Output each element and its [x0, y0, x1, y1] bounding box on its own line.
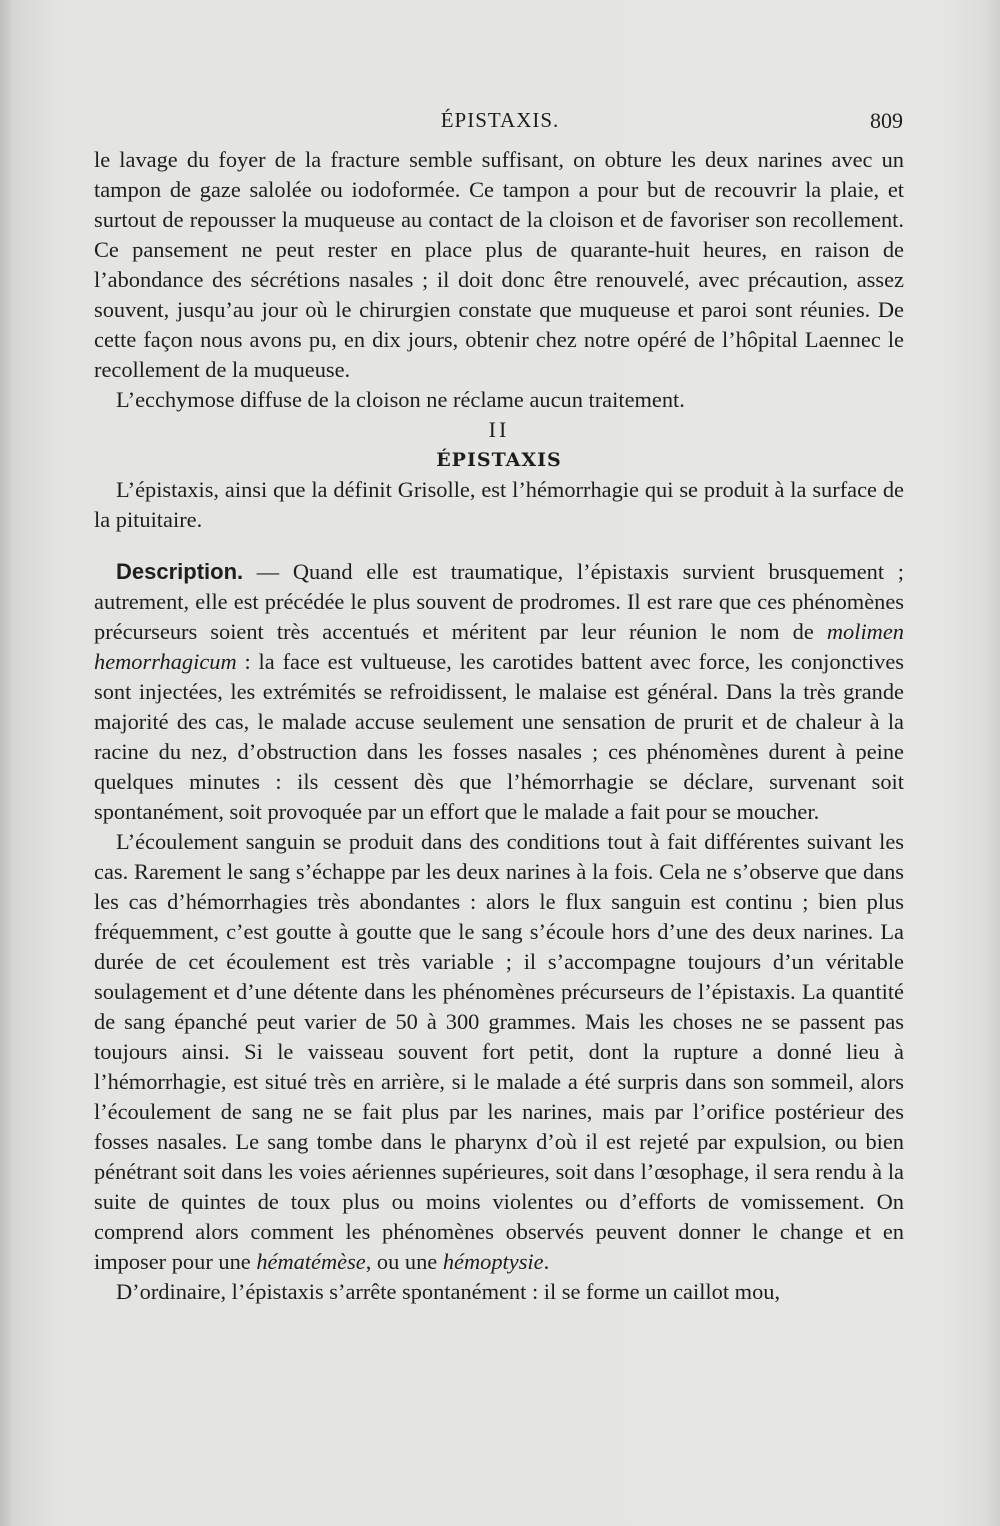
flow-italic-hemoptysie: hémoptysie — [442, 1249, 544, 1274]
section-title: ÉPISTAXIS — [436, 449, 562, 471]
paragraph-definition: L’épistaxis, ainsi que la définit Grisolle, est l’hémorrhagie qui se produit à la surface de la pituitaire. — [94, 477, 904, 532]
flow-text-3: . — [543, 1249, 550, 1274]
description-heading: Description. — [116, 559, 244, 584]
paragraph-last: D’ordinaire, l’épistaxis s’arrête spontanément : il se forme un caillot mou, — [116, 1279, 781, 1304]
description-text-1: — Quand elle est traumatique, l’épistaxis survient brusquement ; autrement, elle est précédée le plus souvent de prodromes. Il est rare que ces phénomènes précurseurs soient très accentués et méritent par leur réunion le nom de — [94, 559, 904, 644]
description-italic-term: molimen hemorrhagicum — [94, 619, 904, 674]
paragraph-fracture-treatment: le lavage du foyer de la fracture semble suffisant, on obture les deux narines avec un tampon de gaze salolée ou iodoformée. Ce tampon a pour but de recouvrir la plaie, et surtout de repousser la muqueuse au contact de la cloison et de favoriser son recollement. Ce pansement ne peut rester en place plus de quarante-huit heures, en raison de l’abondance des sécrétions nasales ; il doit donc être renouvelé, avec précaution, assez souvent, jusqu’au jour où le chirurgien constate que muqueuse et paroi sont réunies. De cette façon nous avons pu, en dix jours, obtenir chez notre opéré de l’hôpital Laennec le recollement de la muqueuse. — [94, 147, 904, 382]
flow-text-2: , ou une — [365, 1249, 443, 1274]
paragraph-flow — [94, 827, 904, 1277]
paragraph-description — [94, 557, 904, 827]
flow-text-1: L’écoulement sanguin se produit dans des conditions tout à fait différentes suivant les cas. Rarement le sang s’échappe par les deux narines à la fois. Cela ne s’observe que dans les cas d’hémorrhagies très abondantes : alors le flux sanguin est continu ; bien plus fréquemment, c’est goutte à goutte que le sang s’écoule hors d’une des deux narines. La durée de cet écoulement est très variable ; il s’accompagne toujours d’un véritable soulagement et d’une détente dans les phénomènes précurseurs de l’épistaxis. La quantité de sang épanché peut varier de 50 à 300 grammes. Mais les choses ne se passent pas toujours ainsi. Si le vaisseau souvent fort petit, dont la rupture a donné lieu à l’hémorrhagie, est situé très en arrière, si le malade a été surpris dans son sommeil, alors l’écoulement de sang ne se fait plus par les narines, mais par l’orifice postérieur des fosses nasales. Le sang tombe dans le pharynx d’où il est rejeté par expulsion, ou bien pénétrant soit dans les voies aériennes supérieures, soit dans l’œsophage, il sera rendu à la suite de quintes de toux plus ou moins violentes ou d’efforts de vomissement. On comprend alors comment les phénomènes observés peuvent donner le change et en imposer pour une — [94, 829, 904, 1274]
section-number: II — [488, 417, 510, 442]
description-text-2: : la face est vultueuse, les carotides battent avec force, les conjonctives sont injectées, les extrémités se refroidissent, le malaise est général. Dans la très grande majorité des cas, le malade accuse seulement une sensation de prurit et de chaleur à la racine du nez, d’obstruction dans les fosses nasales ; ces phénomènes durent à peine quelques minutes : ils cessent dès que l’hémorrhagie se déclare, survenant soit spontanément, soit provoquée par un effort que le malade a fait pour se moucher. — [94, 649, 904, 824]
paragraph-ecchymose: L’ecchymose diffuse de la cloison ne réclame aucun traitement. — [116, 387, 685, 412]
page-body — [94, 145, 904, 1307]
flow-italic-hematemese: hématémèse — [256, 1249, 366, 1274]
page-header — [95, 108, 905, 138]
page-number: 809 — [870, 108, 903, 133]
running-title: ÉPISTAXIS. — [440, 108, 560, 132]
